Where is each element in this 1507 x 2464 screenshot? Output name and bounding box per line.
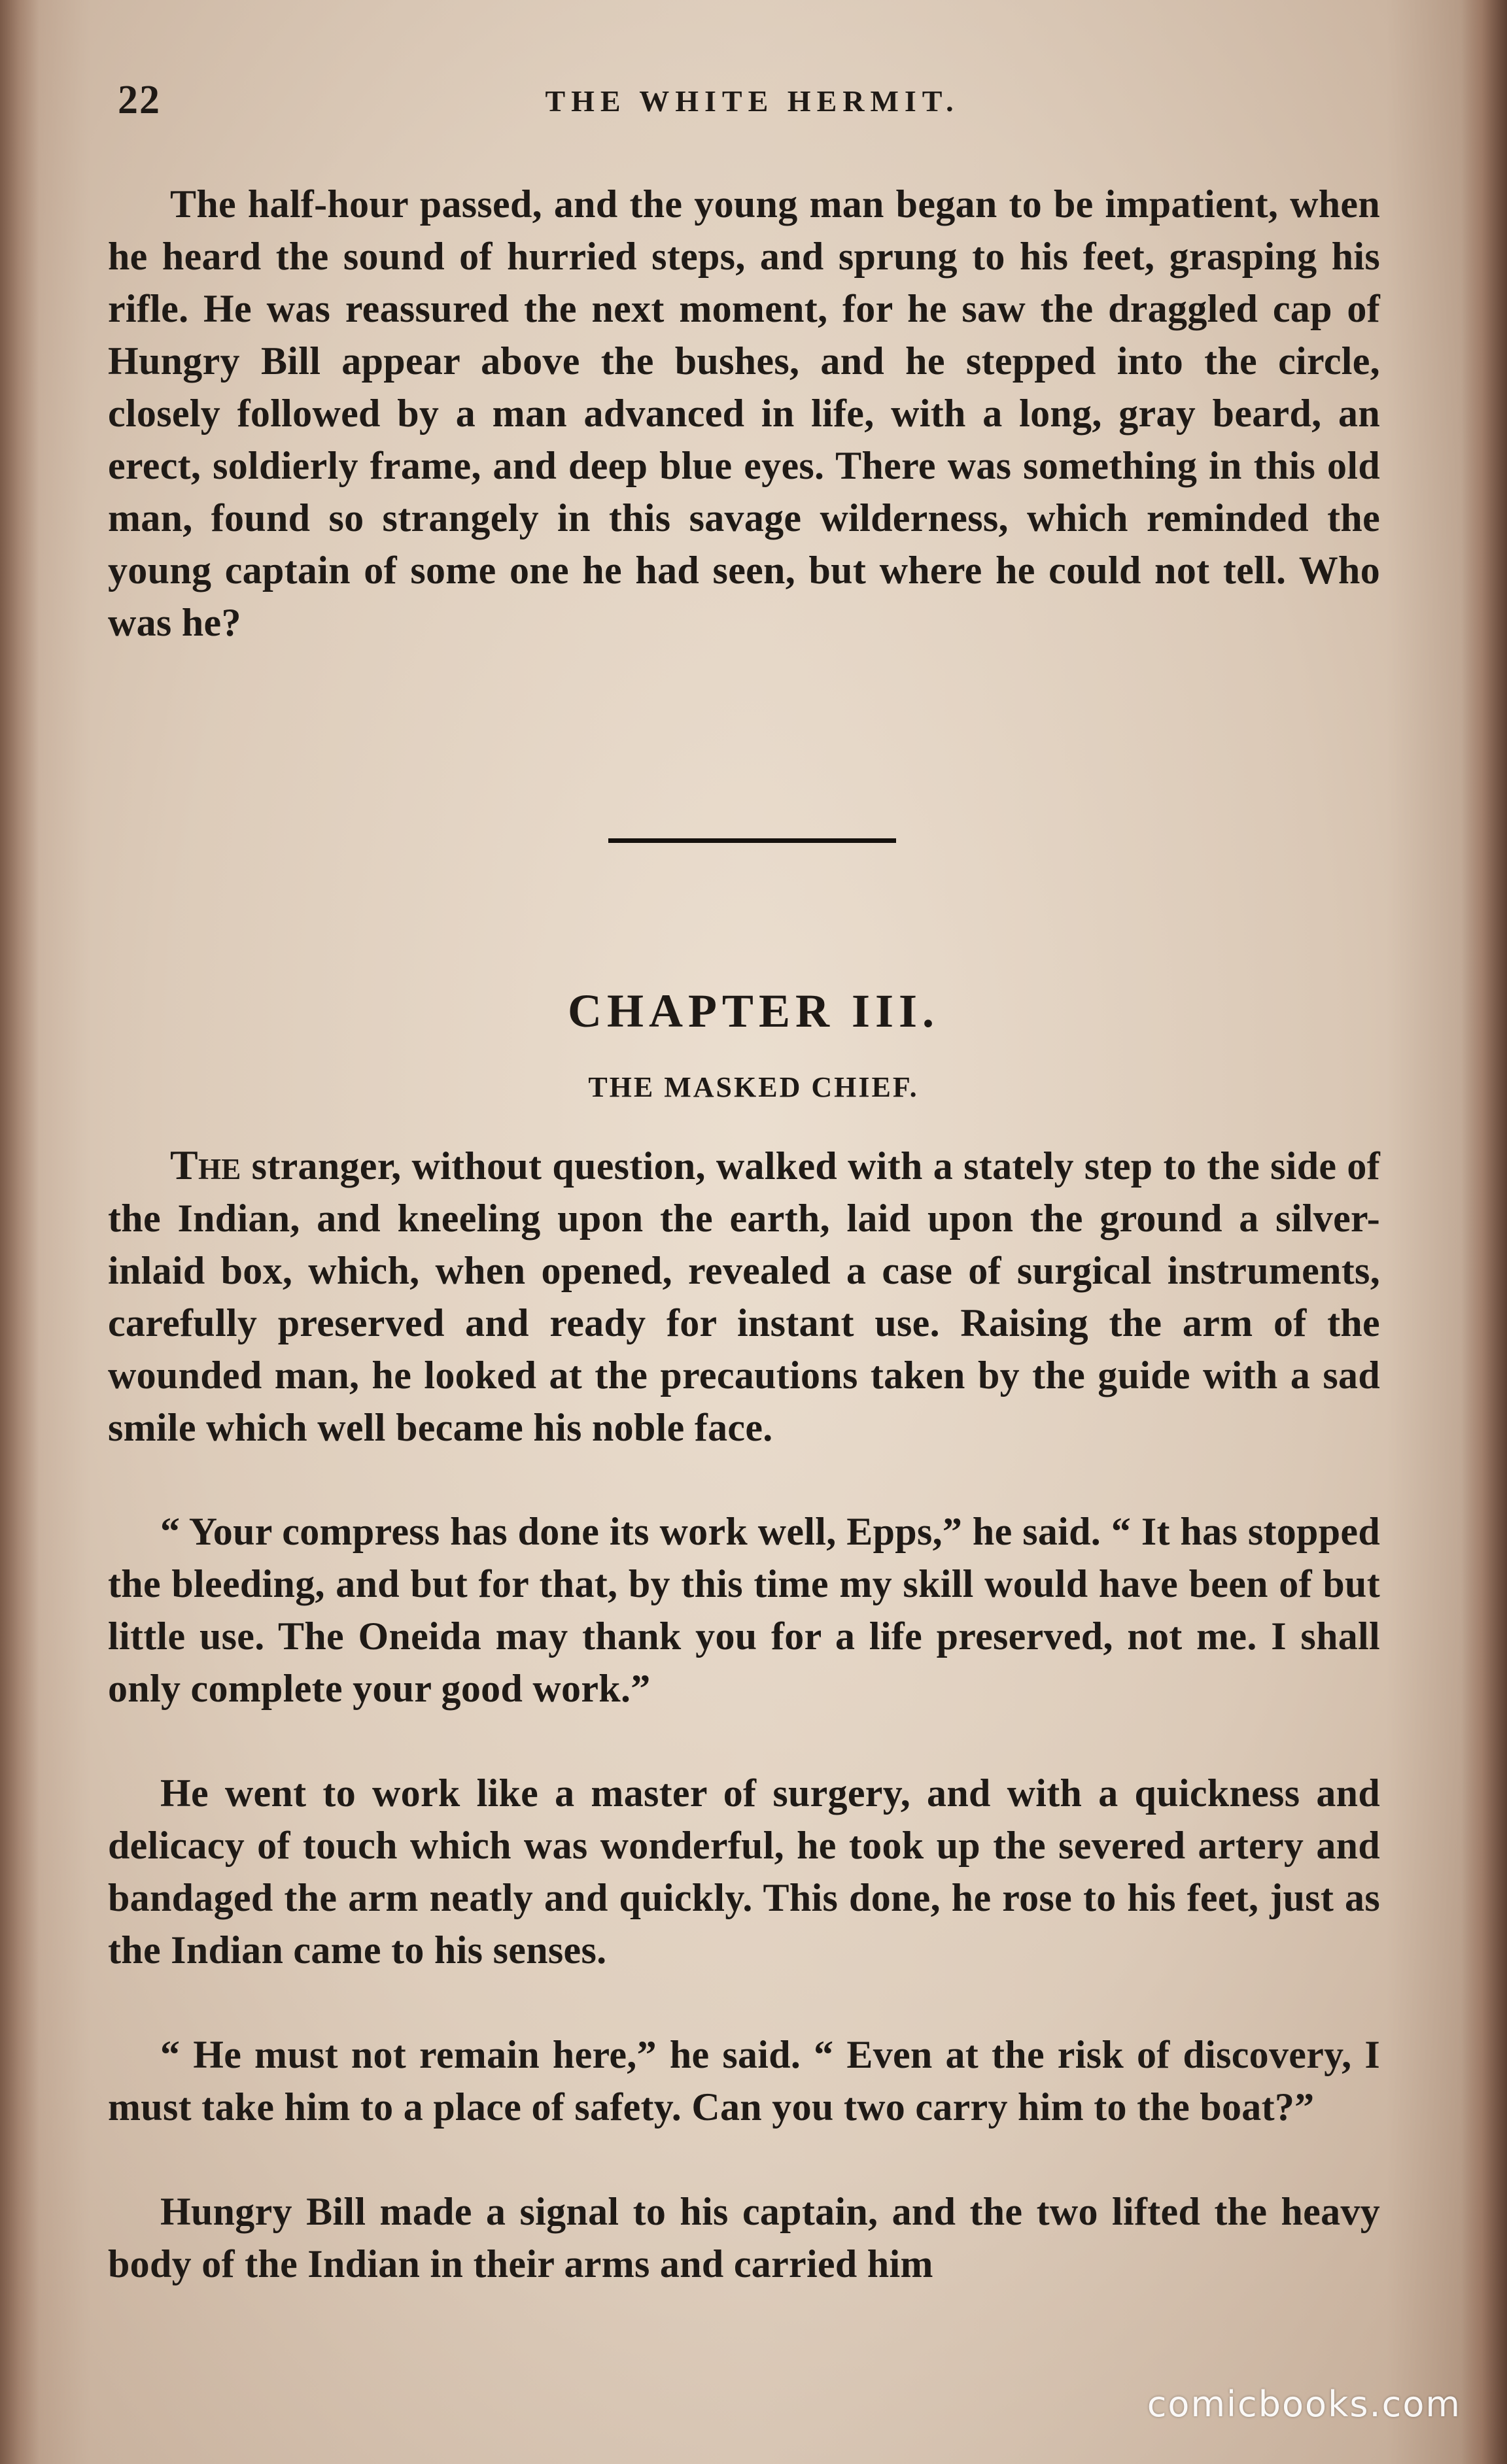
page-number: 22: [118, 78, 161, 122]
running-title: THE WHITE HERMIT.: [545, 84, 960, 118]
chapter-paragraph-1-text: stranger, without question, walked with a stately step to the side of the Indian, and kneeling upon the earth, laid upon the ground a silver-inlaid box, which, when opened, revealed a case of surgical instruments, carefully preserved and ready for instant use. Raising the arm of the wounded man, he looked at the precautions taken by the guide with a sad smile which well became his noble face.: [108, 1144, 1380, 1449]
paragraph-before-chapter: The half-hour passed, and the young man began to be impatient, when he heard the sound of hurried steps, and sprung to his feet, grasping his rifle. He was reassured the next moment, for he saw the draggled cap of Hungry Bill appear above the bushes, and he stepped into the circle, closely followed by a man advanced in life, with a long, gray beard, an erect, soldierly frame, and deep blue eyes. There was something in this old man, found so strangely in this savage wilderness, which reminded the young captain of some one he had seen, but where he could not tell. Who was he?: [108, 182, 1380, 644]
section-divider: [608, 838, 896, 843]
running-header: [118, 77, 1387, 129]
chapter-paragraph-4: “ He must not remain here,” he said. “ Even at the risk of discovery, I must take him to a place of safety. Can you two carry him to the boat?”: [108, 2033, 1380, 2129]
chapter-paragraph-2: “ Your compress has done its work well, Epps,” he said. “ It has stopped the bleeding, and but for that, by this time my skill would have been of but little use. The Oneida may thank you for a life preserved, not me. I shall only complete your good work.”: [108, 1510, 1380, 1710]
chapter-paragraph-1: [108, 1139, 1380, 1454]
chapter-title: CHAPTER III.: [567, 985, 940, 1037]
watermark: comicbooks.com: [1147, 2384, 1461, 2425]
page-gutter-shadow: [0, 0, 39, 2464]
chapter-paragraph-5: Hungry Bill made a signal to his captain, and the two lifted the heavy body of the Indian in their arms and carried him: [108, 2190, 1380, 2285]
page-edge-shadow: [1461, 0, 1507, 2464]
chapter-paragraph-3: He went to work like a master of surgery, and with a quickness and delicacy of touch which was wonderful, he took up the severed artery and bandaged the arm neatly and quickly. This done, he rose to his feet, just as the Indian came to his senses.: [108, 1771, 1380, 1972]
chapter-opening-word: The: [170, 1142, 241, 1188]
chapter-subtitle: THE MASKED CHIEF.: [588, 1071, 919, 1103]
